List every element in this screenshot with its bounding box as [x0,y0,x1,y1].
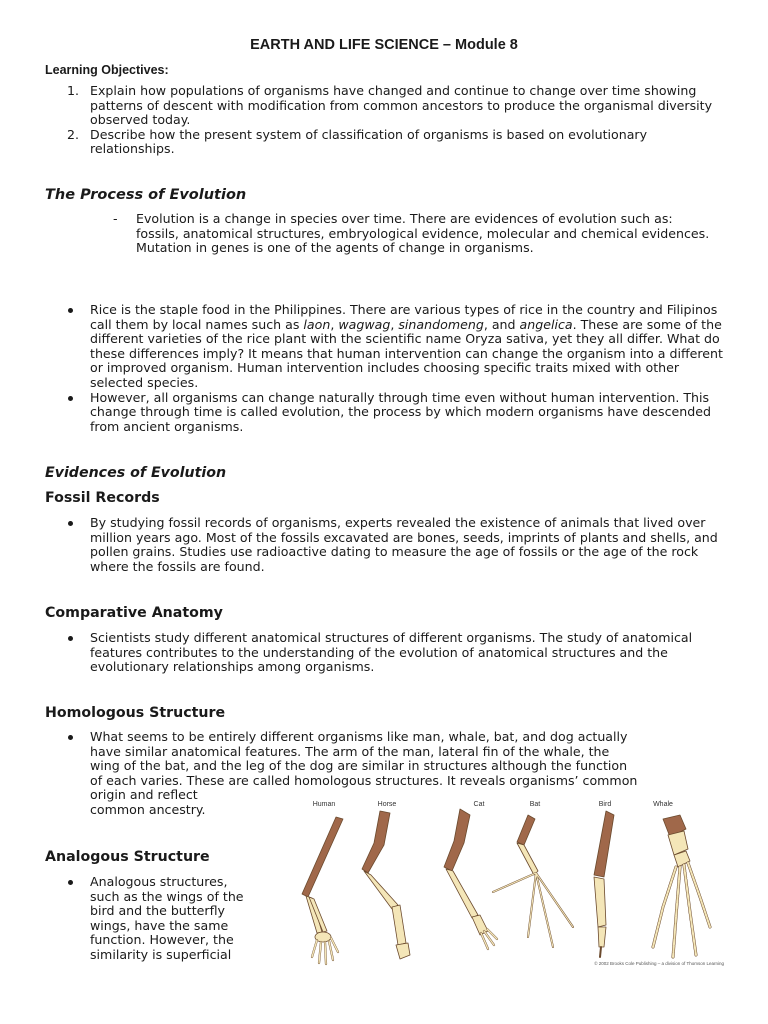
comparative-bullets [45,631,725,675]
comparative-bullet: Scientists study different anatomical structures of different organisms. The study of anatomical features contributes to the understanding of the evolution of anatomical structures and the evolutionary relationships among organisms. [45,631,725,675]
label-whale: Whale [653,801,673,808]
analogous-bullet: Analogous structures, such as the wings of the bird and the butterfly wings, have the same function. However, the similarity is superficial [45,875,290,963]
cat-limb [444,809,497,949]
fossil-heading: Fossil Records [45,490,160,506]
human-limb [302,817,343,964]
label-bird: Bird [598,801,612,808]
process-heading: The Process of Evolution [45,187,247,203]
learning-objectives-list [45,84,735,157]
homologous-bullet: What seems to be entirely different organisms like man, whale, bat, and dog actually have similar anatomical features. The arm of the man, lateral fin of the whale, the wing of the bat, and the leg of the dog are similar in structures although the function of each varies. These are called homologous structures. It reveals organisms’ common origin and reflect common ancestry. [45,730,745,818]
rice-bullet: Rice is the staple food in the Philippines. There are various types of rice in the country and Filipinos call them by local names such as laon, wagwag, sinandomeng, and angelica. These are some of the different varieties of the rice plant with the scientific name Oryza sativa, yet they all differ. What do these differences imply? It means that human intervention can change the organism into a different or improved organism. Human intervention includes choosing specific traits mixed with other selected species. [45,303,730,391]
label-cat: Cat [473,801,485,808]
learning-objectives-heading: Learning Objectives: [45,63,169,77]
process-dash-item: - Evolution is a change in species over time. There are evidences of evolution such as: fossils, anatomical structures, embryological evidence, molecular and chemical evidences. Mutation in genes is one of the agents of change in organisms. [113,211,710,256]
objective-item: 2. Describe how the present system of classification of organisms is based on evolutionary relationships. [67,126,648,157]
label-horse: Horse [377,801,397,808]
figure-credit: © 2002 Brooks Cole Publishing – a division of Thomson Learning [594,961,724,966]
label-bat: Bat [529,801,541,808]
evidences-heading: Evidences of Evolution [45,465,227,481]
homologous-limbs-figure [288,797,728,969]
analogous-bullets [45,875,290,963]
whale-flipper [653,815,710,957]
however-bullet: However, all organisms can change naturally through time even without human intervention. This change through time is called evolution, the process by which modern organisms have descended from ancient organisms. [45,391,730,435]
bird-limb [594,811,614,957]
document-title: EARTH AND LIFE SCIENCE – Module 8 [250,37,518,53]
process-bullets [45,303,730,434]
objective-item: 1. Explain how populations of organisms have changed and continue to change over time showing patterns of descent with modification from common ancestors to produce the organismal diversity observed today. [67,83,713,128]
analogous-heading: Analogous Structure [45,849,210,865]
fossil-bullet: By studying fossil records of organisms, experts revealed the existence of animals that lived over million years ago. Most of the fossils excavated are bones, seeds, imprints of plants and shells, and pollen grains. Studies use radioactive dating to measure the age of fossils or the age of the rock where the fossils are found. [45,516,725,574]
homologous-heading: Homologous Structure [45,705,226,721]
bat-limb [493,815,573,947]
limb-illustration [288,797,728,969]
horse-limb [362,811,410,959]
comparative-heading: Comparative Anatomy [45,605,223,621]
fossil-bullets [45,516,725,574]
label-human: Human [312,801,336,808]
